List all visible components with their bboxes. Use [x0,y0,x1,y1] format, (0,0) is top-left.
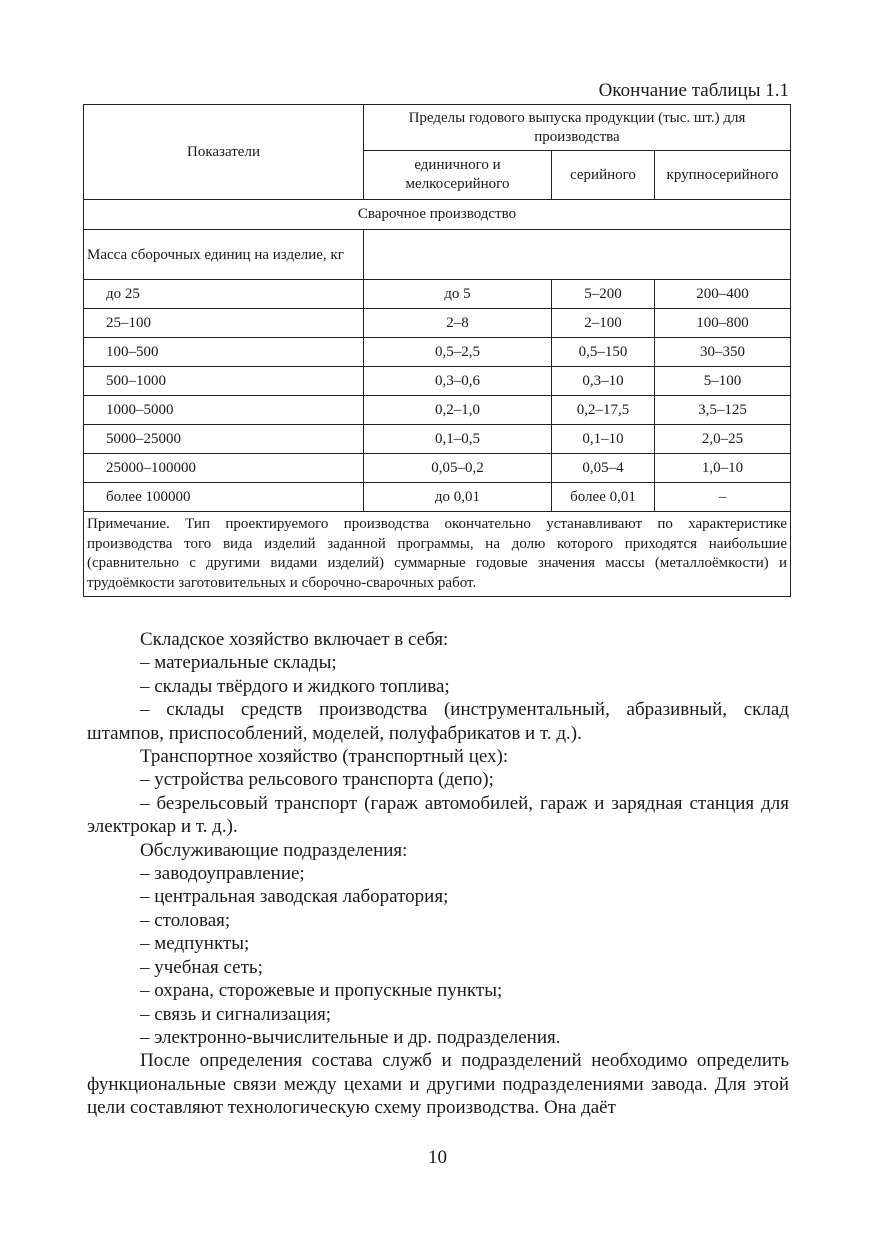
paragraph-warehouse: Складское хозяйство включает в себя: [140,629,449,650]
cell-large: 1,0–10 [655,454,791,483]
cell-serial: 0,1–10 [552,425,655,454]
list-item: – склады средств производства (инструментальный, абразивный, склад штампов, приспособлений, моделей, полуфабрикатов и т. д.). [87,699,789,744]
list-item: – устройства рельсового транспорта (депо); [140,769,494,791]
cell-single: 0,05–0,2 [364,454,552,483]
cell-large: 30–350 [655,338,791,367]
header-single-small-batch: единичного и мелкосерийного [364,151,552,200]
cell-serial: 0,3–10 [552,367,655,396]
cell-single: 0,5–2,5 [364,338,552,367]
table-note: Примечание. Тип проектируемого производства окончательно устанавливают по характеристике производства того вида изделий заданной программы, на долю которого приходятся наибольшие (сравнительно с другими видами изделий) суммарные годовые значения массы (металлоёмкости) и трудоёмкости заготовительных и сборочно-сварочных работ. [84,512,791,597]
list-item: – учебная сеть; [140,956,263,978]
row-label: 5000–25000 [84,425,364,454]
row-label: до 25 [84,280,364,309]
cell-serial: 2–100 [552,309,655,338]
table-row [84,425,791,454]
cell-serial: 5–200 [552,280,655,309]
cell-single: 2–8 [364,309,552,338]
table-row [84,367,791,396]
list-item: – медпункты; [140,933,250,955]
cell-single: 0,1–0,5 [364,425,552,454]
row-label: 1000–5000 [84,396,364,425]
cell-single: 0,3–0,6 [364,367,552,396]
mass-label: Масса сборочных единиц на изделие, кг [84,230,364,280]
cell-single: 0,2–1,0 [364,396,552,425]
cell-large: 100–800 [655,309,791,338]
cell-single: до 5 [364,280,552,309]
cell-single: до 0,01 [364,483,552,512]
list-item: – связь и сигнализация; [140,1003,332,1025]
section-welding: Сварочное производство [84,200,791,230]
table-row [84,454,791,483]
table-row [84,338,791,367]
page-number: 10 [428,1147,447,1168]
cell-serial: более 0,01 [552,483,655,512]
header-volume-limits: Пределы годового выпуска продукции (тыс. шт.) для производства [364,105,791,151]
cell-large: 200–400 [655,280,791,309]
paragraph-transport: Транспортное хозяйство (транспортный цех): [140,746,509,768]
list-item: – склады твёрдого и жидкого топлива; [140,675,450,697]
cell-large: 3,5–125 [655,396,791,425]
row-label: 100–500 [84,338,364,367]
table-row [84,483,791,512]
header-serial: серийного [552,151,655,200]
header-large-serial: крупносерийного [655,151,791,200]
table-caption: Окончание таблицы 1.1 [598,80,789,101]
cell-large: – [655,483,791,512]
table-row [84,280,791,309]
production-volume-table [83,104,791,597]
paragraph-services: Обслуживающие подразделения: [140,839,408,861]
table-row [84,309,791,338]
header-indicator: Показатели [84,105,364,200]
list-item: – электронно-вычислительные и др. подразделения. [140,1026,561,1048]
body-text [87,628,789,1120]
list-item: – безрельсовый транспорт (гараж автомобилей, гараж и зарядная станция для электрокар и т. д.). [87,792,789,838]
paragraph-conclusion: После определения состава служб и подразделений необходимо определить функциональные связи между цехами и другими подразделениями завода. Для этой цели составляют технологическую схему производства. Она даёт [87,1050,789,1119]
row-label: более 100000 [84,483,364,512]
cell-serial: 0,05–4 [552,454,655,483]
mass-empty-cell [364,230,791,280]
list-item: – центральная заводская лаборатория; [140,886,449,908]
cell-serial: 0,5–150 [552,338,655,367]
table-row [84,396,791,425]
row-label: 25000–100000 [84,454,364,483]
list-item: – заводоуправление; [140,863,305,885]
cell-serial: 0,2–17,5 [552,396,655,425]
cell-large: 2,0–25 [655,425,791,454]
row-label: 25–100 [84,309,364,338]
row-label: 500–1000 [84,367,364,396]
cell-large: 5–100 [655,367,791,396]
list-item: – материальные склады; [140,652,337,674]
list-item: – охрана, сторожевые и пропускные пункты; [140,980,503,1002]
list-item: – столовая; [140,909,231,931]
